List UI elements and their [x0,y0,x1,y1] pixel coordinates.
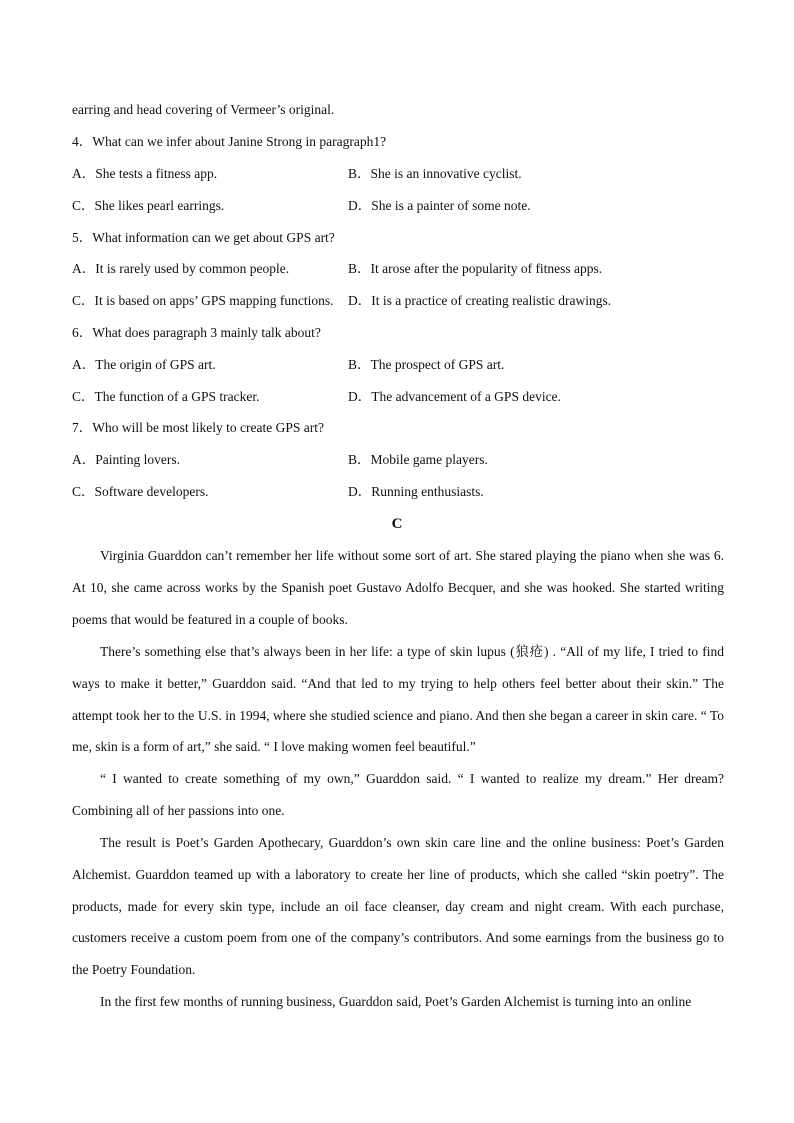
section-heading: C [391,516,403,532]
question-stem: 6．What does paragraph 3 mainly talk about? [72,325,321,340]
passage-paragraph: There’s something else that’s always been in her life: a type of skin lupus (狼疮) . “All of my life, I tried to find ways to make it better,” Guarddon said. “And that led to my trying to help others feel better about their skin.” The attempt took her to the U.S. in 1994, where she studied science and piano. And then she began a career in skin care. “ To me, skin is a form of art,” she said. “ I love making women feel beautiful.” [72,644,724,755]
answer-option: D．The advancement of a GPS device. [348,389,561,404]
answer-option: D．It is a practice of creating realistic drawings. [348,293,612,308]
question-stem: 5．What information can we get about GPS art? [72,230,335,245]
passage-paragraph: The result is Poet’s Garden Apothecary, Guarddon’s own skin care line and the online business: Poet’s Garden Alchemist. Guarddon teamed up with a laboratory to create her line of products, which she called “skin poetry”. The products, made for every skin type, include an oil face cleanser, day cream and night cream. With each purchase, customers receive a custom poem from one of the company’s contributors. And some earnings from the business go to the Poetry Foundation. [72,835,724,978]
passage-paragraph: In the first few months of running business, Guarddon said, Poet’s Garden Alchemist is turning into an online [100,994,692,1009]
question-stem: 4．What can we infer about Janine Strong in paragraph1? [72,134,387,149]
answer-option: A．It is rarely used by common people. [72,261,290,276]
answer-option: C．The function of a GPS tracker. [72,389,260,404]
passage-paragraph: Virginia Guarddon can’t remember her life without some sort of art. She stared playing the piano when she was 6. At 10, she came across works by the Spanish poet Gustavo Adolfo Becquer, and she was hooked. She started writing poems that would be featured in a couple of books. [72,548,724,627]
passage-paragraph: “ I wanted to create something of my own,” Guarddon said. “ I wanted to realize my dream.” Her dream? Combining all of her passions into one. [72,771,724,818]
answer-option: C．She likes pearl earrings. [72,198,225,213]
answer-option: C．It is based on apps’ GPS mapping functions. [72,293,334,308]
answer-option: D．Running enthusiasts. [348,484,484,499]
answer-option: A．Painting lovers. [72,452,180,467]
intro-line: earring and head covering of Vermeer’s original. [72,102,335,117]
answer-option: A．She tests a fitness app. [72,166,218,181]
answer-option: B．The prospect of GPS art. [348,357,505,372]
answer-option: D．She is a painter of some note. [348,198,531,213]
answer-option: B．Mobile game players. [348,452,488,467]
question-stem: 7．Who will be most likely to create GPS art? [72,420,324,435]
answer-option: B．She is an innovative cyclist. [348,166,522,181]
answer-option: B．It arose after the popularity of fitness apps. [348,261,603,276]
answer-option: C．Software developers. [72,484,209,499]
answer-option: A．The origin of GPS art. [72,357,216,372]
